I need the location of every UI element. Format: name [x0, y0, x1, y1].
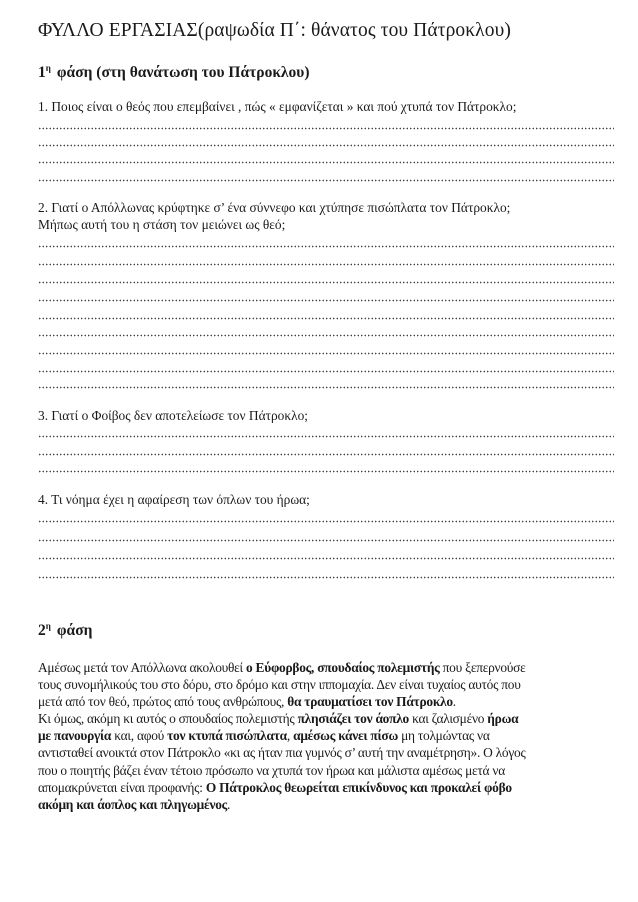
- paragraph-line: τους συνομήλικούς του στο δόρυ, στο δρόμο και στην ιππομαχία. Δεν είναι τυχαίος αυτός που: [38, 677, 521, 693]
- phase-1-number: 1: [38, 64, 46, 82]
- answer-line[interactable]: [38, 453, 614, 456]
- answer-line[interactable]: [38, 352, 614, 355]
- text-run: Κι όμως, ακόμη κι αυτός ο σπουδαίος πολεμιστής: [38, 711, 298, 727]
- phase-2-paragraph: [38, 659, 618, 813]
- worksheet-title: ΦΥΛΛΟ ΕΡΓΑΣΙΑΣ(ραψωδία Π΄: θάνατος του Πάτροκλου): [38, 20, 511, 41]
- answer-line[interactable]: [38, 263, 614, 266]
- bold-text: ο Εύφορβος, σπουδαίος πολεμιστής: [246, 660, 440, 675]
- phase-1-sup: η: [45, 63, 51, 73]
- phase-2-sup: η: [45, 621, 51, 631]
- answer-line[interactable]: [38, 299, 614, 302]
- text-run: ,: [286, 728, 294, 744]
- answer-line[interactable]: [38, 370, 614, 373]
- question-3: 3. Γιατί ο Φοίβος δεν αποτελείωσε τον Πάτροκλο;: [38, 408, 309, 423]
- paragraph-line: που ο ποιητής βάζει έναν τέτοιο πρόσωπο να χτυπά τον ήρωα και μάλιστα αμέσως μετά να: [38, 762, 505, 778]
- question-1: 1. Ποιος είναι ο θεός που επεμβαίνει , πώς « εμφανίζεται » και πού χτυπά τον Πάτροκλο;: [38, 99, 517, 114]
- text-run: μετά από τον θεό, πρώτος από τους ανθρώπους,: [38, 694, 288, 710]
- answer-line[interactable]: [38, 144, 614, 147]
- bold-text: αμέσως κάνει πίσω: [293, 728, 398, 744]
- paragraph-line: [38, 796, 618, 813]
- paragraph-line: [38, 779, 618, 796]
- paragraph-line: αντισταθεί ανοικτά στον Πάτροκλο «κι ας ήταν πια γυμνός σ’ αυτή την αναμέτρηση». Ο λόγος: [38, 745, 526, 761]
- answer-line[interactable]: [38, 557, 614, 560]
- answer-line[interactable]: [38, 179, 614, 182]
- bold-text: τον κτυπά πισώπλατα: [167, 728, 287, 744]
- text-run: και, αφού: [111, 728, 168, 744]
- answer-line[interactable]: [38, 317, 614, 320]
- bold-text: πλησιάζει τον άοπλο: [297, 711, 409, 727]
- text-run: Αμέσως μετά τον Απόλλωνα ακολουθεί: [38, 660, 247, 675]
- text-run: απομακρύνεται είναι προφανής:: [38, 779, 206, 795]
- phase-1-heading: [38, 63, 310, 82]
- bold-text: ακόμη και άοπλος και πληγωμένος: [38, 796, 228, 812]
- answer-line[interactable]: [38, 539, 614, 542]
- answer-line[interactable]: [38, 127, 614, 130]
- answer-line[interactable]: [38, 520, 614, 523]
- bold-text: με πανουργία: [38, 728, 112, 744]
- answer-line[interactable]: [38, 576, 614, 579]
- answer-line[interactable]: [38, 386, 614, 389]
- question-2-continued: Μήπως αυτή του η στάση τον μειώνει ως θεό;: [38, 217, 286, 232]
- answer-line[interactable]: [38, 161, 614, 164]
- phase-2-number: 2: [38, 622, 46, 640]
- text-run: και ζαλισμένο: [408, 711, 488, 727]
- paragraph-line: [38, 727, 618, 744]
- bold-text: ήρωα: [487, 711, 519, 727]
- phase-1-label: φάση (στη θανάτωση του Πάτροκλου): [56, 64, 310, 82]
- text-run: που ξεπερνούσε: [439, 660, 526, 675]
- text-run: .: [452, 694, 456, 710]
- paragraph-line: [38, 710, 618, 727]
- answer-line[interactable]: [38, 334, 614, 337]
- answer-line[interactable]: [38, 470, 614, 473]
- question-2: 2. Γιατί ο Απόλλωνας κρύφτηκε σ’ ένα σύννεφο και χτύπησε πισώπλατα τον Πάτροκλο;: [38, 200, 511, 215]
- bold-text: Ο Πάτροκλος θεωρείται επικίνδυνος και προκαλεί φόβο: [205, 779, 512, 795]
- phase-2-label: φάση: [56, 622, 93, 640]
- text-run: μη τολμώντας να: [397, 728, 490, 744]
- question-4: 4. Τι νόημα έχει η αφαίρεση των όπλων του ήρωα;: [38, 492, 310, 507]
- answer-line[interactable]: [38, 435, 614, 438]
- paragraph-line: [38, 693, 618, 710]
- text-run: .: [227, 796, 231, 812]
- answer-line[interactable]: [38, 245, 614, 248]
- paragraph-line: [38, 659, 618, 676]
- answer-line[interactable]: [38, 281, 614, 284]
- phase-2-heading: [38, 621, 92, 640]
- bold-text: θα τραυματίσει τον Πάτροκλο: [287, 694, 453, 710]
